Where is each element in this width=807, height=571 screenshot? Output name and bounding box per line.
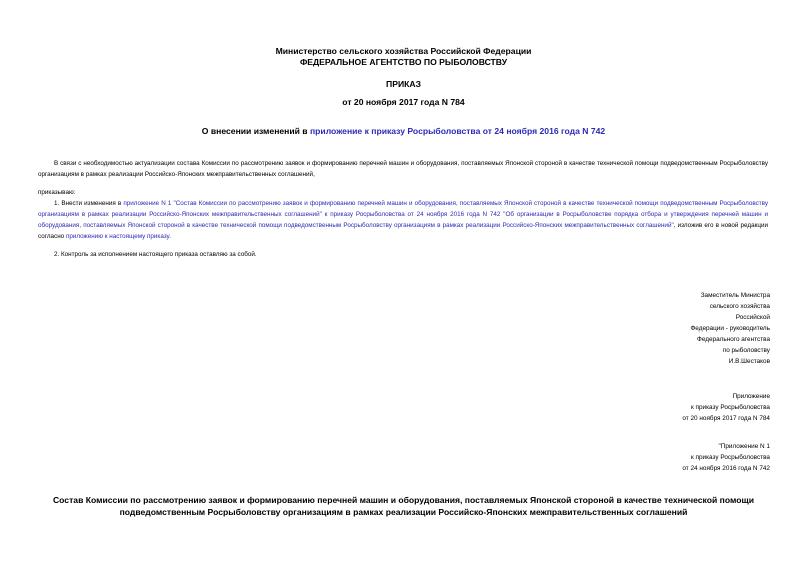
signature-block — [560, 290, 770, 367]
appendix-n1-line: "Приложение N 1 — [718, 443, 770, 450]
doc-type: ПРИКАЗ — [386, 79, 421, 89]
doc-date-number: от 20 ноября 2017 года N 784 — [342, 97, 465, 107]
order-word: приказываю: — [38, 189, 76, 196]
signature-line: Российской — [735, 314, 770, 321]
appendix-line: от 20 ноября 2017 года N 784 — [682, 415, 770, 422]
signature-line: Федерации - руководитель — [690, 325, 770, 332]
ministry-name: Министерство сельского хозяйства Российской Федерации — [275, 46, 532, 56]
appendix-1-link[interactable]: приложение N 1 "Состав Комиссии по рассмотрению заявок и формированию перечней машин и оборудования, поставляемых Японской стороной в качестве технической помощи подведомственным Росрыболовству организациям в рамках реализации Российско-Японских межправительственных соглашений" к приказу Росрыболовства от 24 ноября 2016 года N 742 "Об организации в Росрыболовстве порядка отбора и утверждения перечней машин и оборудования, поставляемых Японской стороной в качестве технической помощи подведомственным Росрыболовству организациям в рамках реализации Российско-Японских межправительственных соглашений" — [38, 200, 768, 229]
appendix-n1-block — [560, 441, 770, 474]
subject-link[interactable]: приложение к приказу Росрыболовства от 24 ноября 2016 года N 742 — [309, 126, 606, 136]
item-1-middle: , изложив его в новой редакции согласно — [38, 222, 768, 240]
appendix-n1-line: от 24 ноября 2016 года N 742 — [682, 465, 770, 472]
doc-subject-prefix: О внесении изменений в — [201, 126, 310, 136]
appendix-to-order-link[interactable]: приложению к настоящему приказу — [65, 233, 170, 240]
signature-line: Федерального агентства — [696, 336, 770, 343]
appendix-block — [560, 391, 770, 424]
appendix-line: к приказу Росрыболовства — [690, 404, 770, 411]
agency-name: ФЕДЕРАЛЬНОЕ АГЕНТСТВО ПО РЫБОЛОВСТВУ — [299, 57, 508, 67]
appendix-n1-line: к приказу Росрыболовства — [690, 454, 770, 461]
item-1-suffix: . — [169, 233, 171, 240]
doc-subject — [0, 126, 807, 137]
signature-line: Заместитель Министра — [700, 292, 770, 299]
appendix-line: Приложение — [732, 393, 770, 400]
signature-line: сельского хозяйства — [709, 303, 770, 310]
item-1 — [38, 198, 768, 242]
signature-line: по рыболовству — [722, 347, 770, 354]
item-2: 2. Контроль за исполнением настоящего приказа оставляю за собой. — [54, 251, 257, 258]
item-1-prefix: 1. Внести изменения в — [54, 200, 124, 207]
preamble: В связи с необходимостью актуализации состава Комиссии по рассмотрению заявок и формированию перечней машин и оборудования, поставляемых Японской стороной в качестве технической помощи подведомственным Росрыболовству организациям в рамках реализации Российско-Японских межправительственных соглашений, — [38, 160, 768, 178]
composition-title: Состав Комиссии по рассмотрению заявок и формированию перечней машин и оборудования, поставляемых Японской стороной в качестве технической помощи подведомственным Росрыболовству организациям в рамках реализации Российско-Японских межправительственных соглашений — [52, 495, 755, 517]
signature-line: И.В.Шестаков — [728, 358, 770, 365]
